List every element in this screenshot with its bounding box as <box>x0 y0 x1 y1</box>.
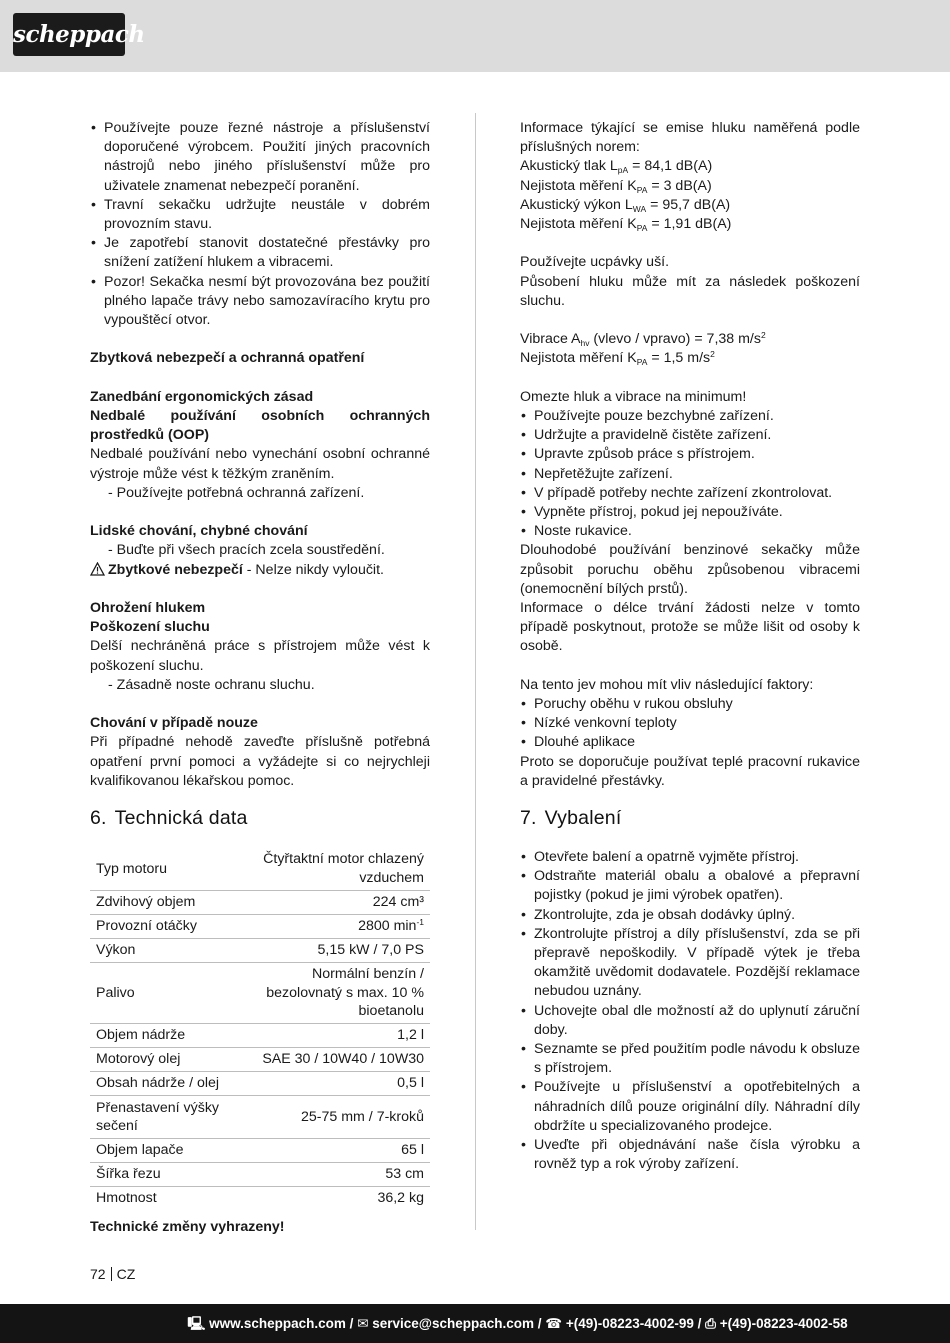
page-header <box>0 0 950 72</box>
list-item: • Travní sekačku udržujte neustále v dobrém provozním stavu. <box>90 196 430 234</box>
spec-label: Přenastavení výšky sečení <box>90 1096 253 1139</box>
list-item: • Seznamte se před použitím podle návodu k obsluze s přístrojem. <box>520 1040 860 1078</box>
fax-icon: ⎙ <box>705 1316 716 1331</box>
technical-data-table <box>90 848 430 1210</box>
list-item: • V případě potřeby nechte zařízení zkontrolovat. <box>520 484 860 503</box>
vibration-value-line: Vibrace $A_{hv}$ (vlevo / vpravo) = 7,38 $m/s^2$ <box>520 330 766 349</box>
table-row <box>90 1048 430 1072</box>
noise-hazard-heading: Ohrožení hlukem <box>90 600 206 617</box>
ergonomics-measure: - Používejte potřebná ochranná zařízení. <box>108 484 365 501</box>
spec-label: Objem lapače <box>90 1138 253 1162</box>
page-number: 72 CZ <box>90 1266 136 1282</box>
spec-label: Obsah nádrže / olej <box>90 1072 253 1096</box>
list-item: • Udržujte a pravidelně čistěte zařízení. <box>520 426 860 445</box>
noise-value-line: Nejistota měření $K_{PA} = 1,91$ dB(A) <box>520 216 732 234</box>
table-row <box>90 1162 430 1186</box>
ppe-heading: Nedbalé používání osobních ochranných prostředků (OOP) <box>90 408 430 444</box>
unpacking-bullet-list <box>520 848 860 1174</box>
table-row <box>90 890 430 914</box>
human-behaviour-measure: - Buďte při všech pracích zcela soustředění. <box>108 542 385 559</box>
residual-warning-label: Zbytkové nebezpečí <box>108 561 243 578</box>
spec-label: Motorový olej <box>90 1048 253 1072</box>
warning-triangle-icon <box>90 562 105 576</box>
table-row <box>90 1138 430 1162</box>
list-item: • Otevřete balení a opatrně vyjměte přístroj. <box>520 848 860 867</box>
spec-value: 224 cm³ <box>253 890 430 914</box>
spec-label: Typ motoru <box>90 848 253 890</box>
factors-bullet-list <box>520 695 860 753</box>
factors-heading: Na tento jev mohou mít vliv následující faktory: <box>520 676 814 693</box>
list-item: • Odstraňte materiál obalu a obalové a přepravní pojistky (pokud je jimi výrobek opatřen). <box>520 867 860 905</box>
list-item: • Uveďte při objednávání naše čísla výrobku a rovněž typ a rok výroby zařízení. <box>520 1136 860 1174</box>
left-column <box>90 119 430 1237</box>
spec-value: 25-75 mm / 7-kroků <box>253 1096 430 1139</box>
ear-protection-text: Používejte ucpávky uší. <box>520 254 670 271</box>
unpacking-heading: 7. Vybalení <box>520 807 622 830</box>
noise-value-line: Akustický tlak $L_{pA} = 84,1$ dB(A) <box>520 158 713 176</box>
brand-logo: scheppach <box>13 13 125 56</box>
spec-value: Normální benzín / bezolovnatý s max. 10 % bioetanolu <box>253 962 430 1023</box>
residual-risks-heading: Zbytková nebezpečí a ochranná opatření <box>90 350 365 367</box>
table-row <box>90 938 430 962</box>
noise-effect-text: Působení hluku může mít za následek poškození sluchu. <box>520 273 860 309</box>
list-item: • Noste rukavice. <box>520 522 860 541</box>
list-item: • Používejte pouze řezné nástroje a příslušenství doporučené výrobcem. Použití jiných pracovních nástrojů nebo jiného příslušenství může pro uživatele znamenat nebezpečí poranění. <box>90 119 430 196</box>
spec-label: Výkon <box>90 938 253 962</box>
list-item: • Zkontrolujte přístroj a díly příslušenství, zda se při přepravě nepoškodily. V případě výtek je třeba okamžitě uvědomit dodavatele. Pozdější reklamace nebudou uznány. <box>520 925 860 1002</box>
noise-value-line: Akustický výkon $L_{WA} = 95,7$ dB(A) <box>520 196 731 214</box>
technical-changes-note: Technické změny vyhrazeny! <box>90 1219 285 1236</box>
spec-value: 2800 $\min^{-1}$ <box>253 914 430 938</box>
list-item: • Pozor! Sekačka nesmí být provozována bez použití plného lapače trávy nebo samozavíracího krytu pro vypouštěcí otvor. <box>90 273 430 331</box>
safety-bullet-list <box>90 119 430 330</box>
spec-label: Hmotnost <box>96 1190 157 1207</box>
spec-value: Čtyřtaktní motor chlazený vzduchem <box>253 848 430 890</box>
minimize-bullet-list <box>520 407 860 541</box>
spec-value: 1,2 l <box>253 1024 430 1048</box>
phone-number: +(49)-08223-4002-99 <box>565 1316 694 1331</box>
list-item: • Vypněte přístroj, pokud jej nepoužíváte. <box>520 503 860 522</box>
table-row <box>90 1072 430 1096</box>
noise-info-text: Informace týkající se emise hluku naměřená podle příslušných norem: <box>520 120 860 156</box>
table-row <box>90 848 430 890</box>
technical-data-heading: 6. Technická data <box>90 807 248 830</box>
recommendation-text: Proto se doporučuje používat teplé pracovní rukavice a pravidelné přestávky. <box>520 753 860 789</box>
list-item: • Upravte způsob práce s přístrojem. <box>520 445 860 464</box>
duration-info-text: Informace o délce trvání žádosti nelze v tomto případě poskytnout, protože se může lišit od osoby k osobě. <box>520 600 860 655</box>
minimize-heading: Omezte hluk a vibrace na minimum! <box>520 388 747 405</box>
table-row <box>90 914 430 938</box>
spec-label: Palivo <box>90 962 253 1023</box>
fax-number: +(49)-08223-4002-58 <box>719 1316 848 1331</box>
ergonomics-heading: Zanedbání ergonomických zásad <box>90 388 314 405</box>
table-row <box>90 1024 430 1048</box>
table-row <box>90 1187 430 1211</box>
list-item: • Je zapotřebí stanovit dostatečné přestávky pro snížení zatížení hlukem a vibracemi. <box>90 234 430 272</box>
spec-value: 53 cm <box>253 1162 430 1186</box>
list-item: • Uchovejte obal dle možností až do uplynutí záruční doby. <box>520 1002 860 1040</box>
list-item: • Používejte u příslušenství a opotřebitelných a náhradních dílů pouze originální díly. Náhradní díly obdržíte u specializovaného prodejce. <box>520 1078 860 1136</box>
spec-value: 65 l <box>253 1138 430 1162</box>
table-row <box>90 1096 430 1139</box>
spec-value: 36,2 kg <box>377 1190 424 1207</box>
spec-value: 5,15 kW / 7,0 PS <box>253 938 430 962</box>
list-item: • Nízké venkovní teploty <box>520 714 860 733</box>
vibration-value-line: Nejistota měření $K_{PA} = 1,5$ $m/s^2$ <box>520 349 715 368</box>
hearing-damage-text: Delší nechráněná práce s přístrojem může vést k poškození sluchu. <box>90 638 430 674</box>
page-number-divider <box>111 1267 112 1281</box>
list-item: • Nepřetěžujte zařízení. <box>520 465 860 484</box>
spec-label: Objem nádrže <box>90 1024 253 1048</box>
list-item: • Dlouhé aplikace <box>520 733 860 752</box>
spec-label: Provozní otáčky <box>90 914 253 938</box>
spec-label: Zdvihový objem <box>90 890 253 914</box>
right-column <box>520 119 860 1175</box>
website-link[interactable]: www.scheppach.com <box>209 1316 346 1331</box>
residual-warning <box>90 561 430 580</box>
residual-warning-text: - Nelze nikdy vyloučit. <box>242 561 384 578</box>
noise-value-line: Nejistota měření $K_{PA} = 3$ dB(A) <box>520 177 712 195</box>
email-link[interactable]: service@scheppach.com <box>372 1316 535 1331</box>
mail-icon: ✉ <box>357 1316 369 1331</box>
hearing-damage-heading: Poškození sluchu <box>90 619 210 636</box>
human-behaviour-heading: Lidské chování, chybné chování <box>90 523 308 540</box>
table-row <box>90 962 430 1023</box>
hearing-measure: - Zásadně noste ochranu sluchu. <box>108 676 315 693</box>
long-use-text: Dlouhodobé používání benzinové sekačky může způsobit poruchu oběhu způsobenou vibracemi (onemocnění bílých prstů). <box>520 542 860 597</box>
spec-label: Šířka řezu <box>90 1162 253 1186</box>
list-item: • Zkontrolujte, zda je obsah dodávky úplný. <box>520 906 860 925</box>
emergency-heading: Chování v případě nouze <box>90 715 258 732</box>
phone-icon: ☎ <box>545 1316 563 1331</box>
list-item: • Poruchy oběhu v rukou obsluhy <box>520 695 860 714</box>
page-footer: 🖳 www.scheppach.com / ✉ service@scheppach.com / ☎ +(49)-08223-4002-99 / ⎙ +(49)-08223-4002-58 <box>0 1304 950 1343</box>
ergonomics-text: Nedbalé používání nebo vynechání osobní ochranné výstroje může vést k těžkým zraněním. <box>90 446 430 482</box>
spec-value: SAE 30 / 10W40 / 10W30 <box>253 1048 430 1072</box>
emergency-text: Při případné nehodě zaveďte příslušně potřebná opatření první pomoci a vyžádejte si co nejrychleji kvalifikovanou lékařskou pomoc. <box>90 734 430 789</box>
list-item: • Používejte pouze bezchybné zařízení. <box>520 407 860 426</box>
web-icon: 🖳 <box>187 1316 206 1331</box>
spec-value: 0,5 l <box>253 1072 430 1096</box>
column-divider <box>475 113 476 1230</box>
